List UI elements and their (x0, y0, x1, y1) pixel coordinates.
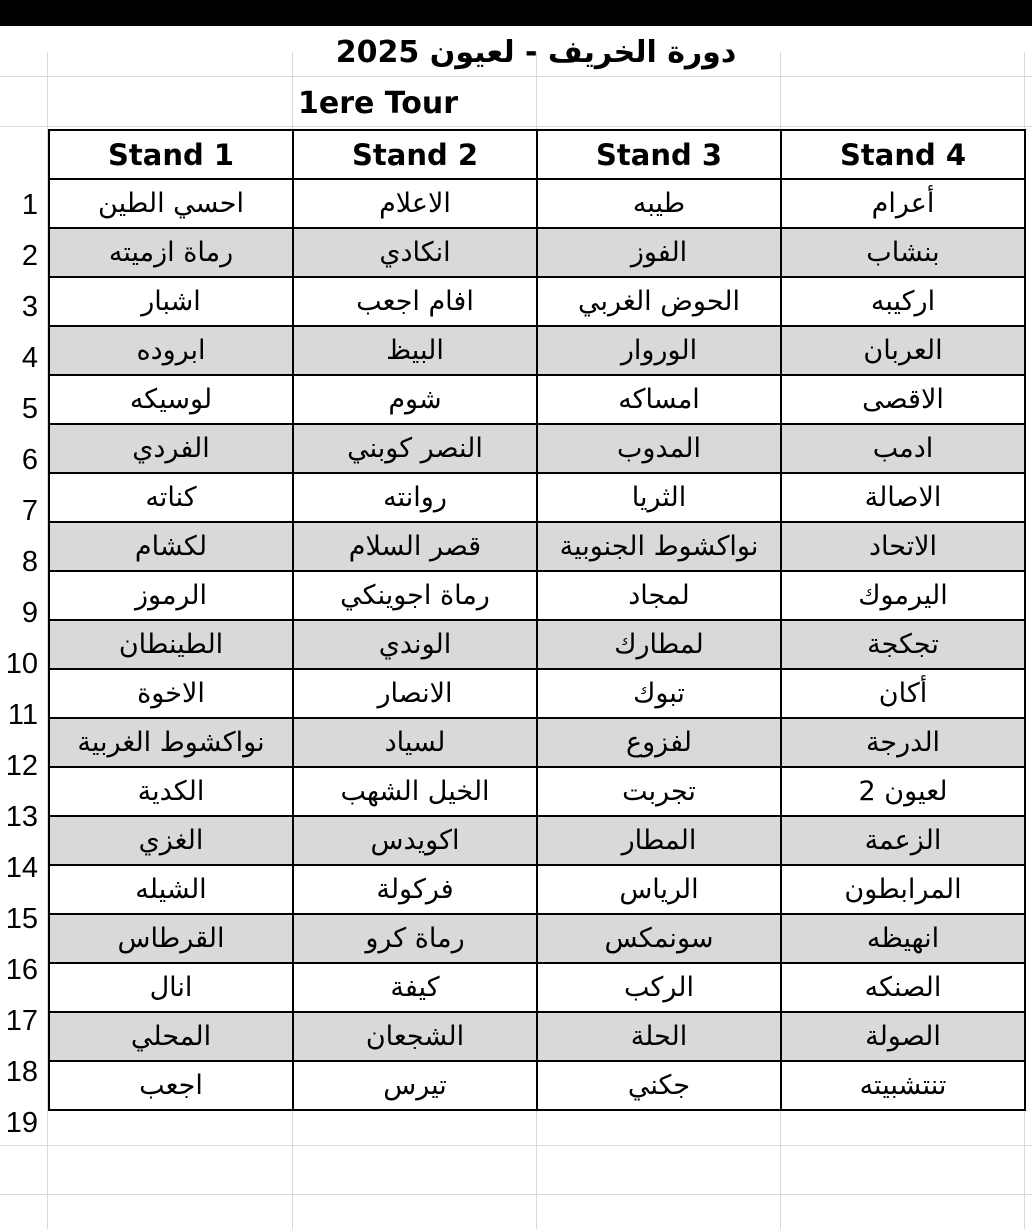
team-cell-stand-1[interactable]: نواكشوط الغربية (49, 718, 293, 767)
team-cell-stand-3[interactable]: تجربت (537, 767, 781, 816)
team-cell-stand-3[interactable]: لمطارك (537, 620, 781, 669)
table-row (49, 375, 1025, 424)
team-cell-stand-4[interactable]: الاتحاد (781, 522, 1025, 571)
team-cell-stand-2[interactable]: روانته (293, 473, 537, 522)
team-cell-stand-2[interactable]: الانصار (293, 669, 537, 718)
team-cell-stand-4[interactable]: الاقصى (781, 375, 1025, 424)
table-row (49, 620, 1025, 669)
table-row (49, 1061, 1025, 1110)
header-stand-2[interactable]: Stand 2 (293, 130, 537, 179)
team-cell-stand-3[interactable]: سونمكس (537, 914, 781, 963)
row-number: 8 (21, 546, 38, 578)
team-cell-stand-2[interactable]: الخيل الشهب (293, 767, 537, 816)
team-cell-stand-2[interactable]: النصر كوبني (293, 424, 537, 473)
team-cell-stand-4[interactable]: الصولة (781, 1012, 1025, 1061)
team-cell-stand-2[interactable]: تيرس (293, 1061, 537, 1110)
team-cell-stand-2[interactable]: البيظ (293, 326, 537, 375)
team-cell-stand-3[interactable]: المدوب (537, 424, 781, 473)
table-row (49, 865, 1025, 914)
team-cell-stand-4[interactable]: اركيبه (781, 277, 1025, 326)
table-row (49, 522, 1025, 571)
team-cell-stand-2[interactable]: شوم (293, 375, 537, 424)
team-cell-stand-1[interactable]: القرطاس (49, 914, 293, 963)
team-cell-stand-1[interactable]: الغزي (49, 816, 293, 865)
team-cell-stand-2[interactable]: رماة اجوينكي (293, 571, 537, 620)
team-cell-stand-2[interactable]: اكويدس (293, 816, 537, 865)
team-cell-stand-1[interactable]: كناته (49, 473, 293, 522)
team-cell-stand-3[interactable]: الركب (537, 963, 781, 1012)
table-row (49, 963, 1025, 1012)
team-cell-stand-1[interactable]: الاخوة (49, 669, 293, 718)
row-number: 1 (21, 189, 38, 221)
header-stand-4[interactable]: Stand 4 (781, 130, 1025, 179)
row-number: 18 (5, 1056, 38, 1088)
team-cell-stand-1[interactable]: الرموز (49, 571, 293, 620)
header-row (49, 130, 1025, 179)
team-cell-stand-3[interactable]: الفوز (537, 228, 781, 277)
table-row (49, 914, 1025, 963)
team-cell-stand-1[interactable]: اشبار (49, 277, 293, 326)
team-cell-stand-1[interactable]: الكدية (49, 767, 293, 816)
row-numbers (0, 180, 46, 1149)
row-number: 17 (5, 1005, 38, 1037)
team-cell-stand-1[interactable]: اجعب (49, 1061, 293, 1110)
team-cell-stand-2[interactable]: الشجعان (293, 1012, 537, 1061)
team-cell-stand-3[interactable]: امساكه (537, 375, 781, 424)
team-cell-stand-4[interactable]: الاصالة (781, 473, 1025, 522)
team-cell-stand-3[interactable]: الحوض الغربي (537, 277, 781, 326)
team-cell-stand-4[interactable]: بنشاب (781, 228, 1025, 277)
team-cell-stand-2[interactable]: الاعلام (293, 179, 537, 228)
team-cell-stand-4[interactable]: تجكجة (781, 620, 1025, 669)
team-cell-stand-3[interactable]: لمجاد (537, 571, 781, 620)
table-row (49, 424, 1025, 473)
team-cell-stand-1[interactable]: رماة ازميته (49, 228, 293, 277)
row-number: 10 (5, 648, 38, 680)
team-cell-stand-4[interactable]: تنتشبيته (781, 1061, 1025, 1110)
table-row (49, 228, 1025, 277)
team-cell-stand-4[interactable]: اليرموك (781, 571, 1025, 620)
team-cell-stand-3[interactable]: جكني (537, 1061, 781, 1110)
table-row (49, 669, 1025, 718)
team-cell-stand-1[interactable]: احسي الطين (49, 179, 293, 228)
team-cell-stand-2[interactable]: افام اجعب (293, 277, 537, 326)
team-cell-stand-3[interactable]: الوروار (537, 326, 781, 375)
tour-label: 1ere Tour (298, 86, 459, 121)
table-row (49, 473, 1025, 522)
row-number: 2 (21, 240, 38, 272)
team-cell-stand-3[interactable]: الثريا (537, 473, 781, 522)
team-cell-stand-2[interactable]: رماة كرو (293, 914, 537, 963)
table-row (49, 767, 1025, 816)
team-cell-stand-2[interactable]: لسياد (293, 718, 537, 767)
team-cell-stand-3[interactable]: طيبه (537, 179, 781, 228)
team-cell-stand-1[interactable]: الفردي (49, 424, 293, 473)
top-bar (0, 0, 1032, 26)
team-cell-stand-3[interactable]: تبوك (537, 669, 781, 718)
team-cell-stand-4[interactable]: أعرام (781, 179, 1025, 228)
table-row (49, 718, 1025, 767)
table-row (49, 277, 1025, 326)
row-number: 11 (7, 699, 38, 731)
team-cell-stand-4[interactable]: المرابطون (781, 865, 1025, 914)
team-cell-stand-1[interactable]: لكشام (49, 522, 293, 571)
team-cell-stand-3[interactable]: لفزوع (537, 718, 781, 767)
team-cell-stand-4[interactable]: أكان (781, 669, 1025, 718)
table-row (49, 1012, 1025, 1061)
team-cell-stand-1[interactable]: انال (49, 963, 293, 1012)
team-cell-stand-1[interactable]: الطينطان (49, 620, 293, 669)
row-number: 4 (21, 342, 38, 374)
team-cell-stand-4[interactable]: ادمب (781, 424, 1025, 473)
schedule-table (48, 129, 1026, 1111)
row-number: 19 (5, 1107, 38, 1139)
team-cell-stand-2[interactable]: فركولة (293, 865, 537, 914)
team-cell-stand-4[interactable]: انهيظه (781, 914, 1025, 963)
team-cell-stand-1[interactable]: المحلي (49, 1012, 293, 1061)
team-cell-stand-4[interactable]: الصنكه (781, 963, 1025, 1012)
row-number: 15 (5, 903, 38, 935)
row-number: 13 (5, 801, 38, 833)
team-cell-stand-1[interactable]: الشيله (49, 865, 293, 914)
team-cell-stand-4[interactable]: العربان (781, 326, 1025, 375)
team-cell-stand-1[interactable]: لوسيكه (49, 375, 293, 424)
header-stand-1[interactable]: Stand 1 (49, 130, 293, 179)
team-cell-stand-2[interactable]: قصر السلام (293, 522, 537, 571)
team-cell-stand-3[interactable]: الحلة (537, 1012, 781, 1061)
row-number: 16 (5, 954, 38, 986)
row-number: 12 (5, 750, 38, 782)
team-cell-stand-4[interactable]: الدرجة (781, 718, 1025, 767)
table-row (49, 179, 1025, 228)
table-row (49, 326, 1025, 375)
team-cell-stand-3[interactable]: نواكشوط الجنوبية (537, 522, 781, 571)
team-cell-stand-4[interactable]: لعيون 2 (781, 767, 1025, 816)
team-cell-stand-3[interactable]: الرياس (537, 865, 781, 914)
table-row (49, 571, 1025, 620)
header-stand-3[interactable]: Stand 3 (537, 130, 781, 179)
team-cell-stand-4[interactable]: الزعمة (781, 816, 1025, 865)
team-cell-stand-1[interactable]: ابروده (49, 326, 293, 375)
row-number: 7 (21, 495, 38, 527)
team-cell-stand-2[interactable]: انكادي (293, 228, 537, 277)
row-number: 6 (21, 444, 38, 476)
row-number: 5 (21, 393, 38, 425)
table-row (49, 816, 1025, 865)
sheet-title: دورة الخريف - لعيون 2025 (335, 35, 737, 70)
row-number: 9 (21, 597, 38, 629)
team-cell-stand-3[interactable]: المطار (537, 816, 781, 865)
team-cell-stand-2[interactable]: الوندي (293, 620, 537, 669)
team-cell-stand-2[interactable]: كيفة (293, 963, 537, 1012)
row-number: 3 (21, 291, 38, 323)
row-number: 14 (5, 852, 38, 884)
